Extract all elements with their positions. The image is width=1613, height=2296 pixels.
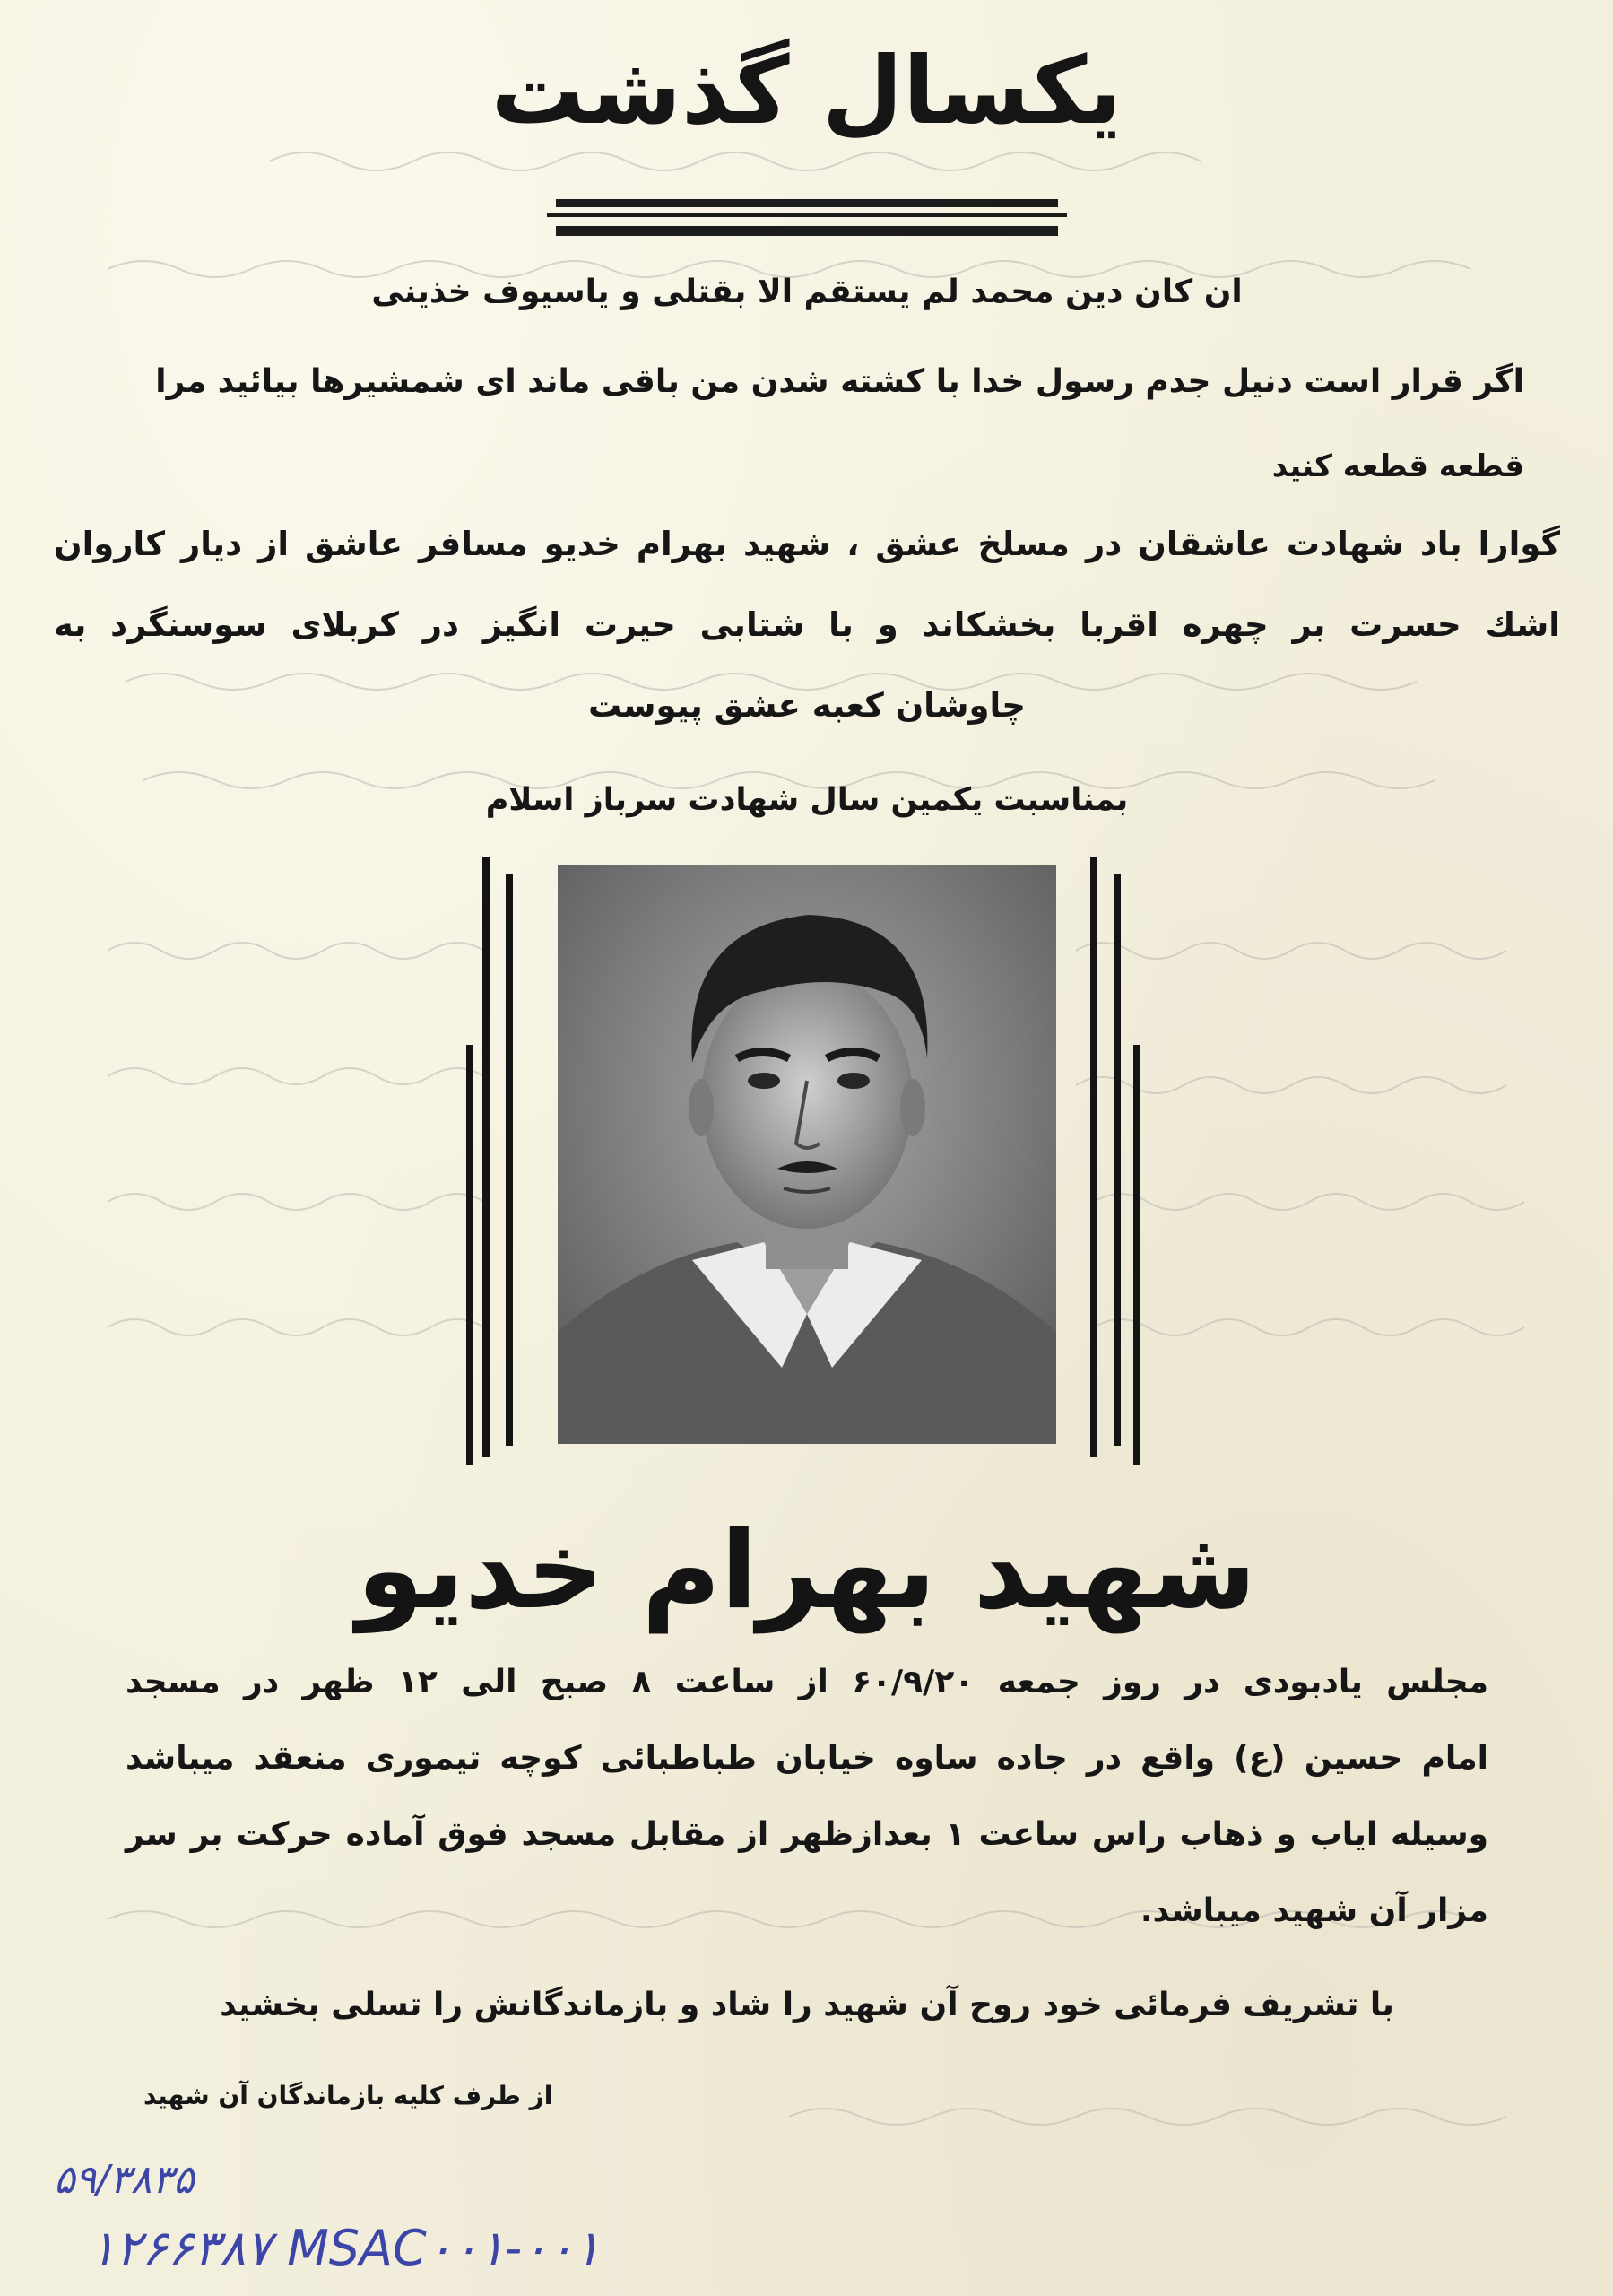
eulogy-line-1: گوارا باد شهادت عاشقان در مسلخ عشق ، شهید بهرام خدیو مسافر عاشق از دیار کاروان xyxy=(54,525,1560,563)
catalog-number-1: ۵۹/۳۸۳۵ xyxy=(54,2157,195,2203)
signature-line: از طرف کلیه بازماندگان آن شهید xyxy=(143,2081,553,2110)
occasion-line: بمناسبت یکمین سال شهادت سرباز اسلام xyxy=(485,782,1129,818)
eulogy-line-3: چاوشان کعبه عشق پیوست xyxy=(587,686,1027,725)
title-rule-middle xyxy=(547,213,1067,217)
title-rule-top xyxy=(556,199,1058,207)
eulogy-line-2: اشك حسرت بر چهره اقربا بخشکاند و با شتابی حیرت انگیز در کربلای سوسنگرد به xyxy=(54,605,1560,644)
quote-persian-line-2: قطعه قطعه کنید xyxy=(1271,448,1524,484)
ceremony-line-3: وسیله ایاب و ذهاب راس ساعت ۱ بعدازظهر از مقابل مسجد فوق آماده حرکت بر سر xyxy=(126,1816,1489,1853)
catalog-number-2: ۱۲۶۶۳۸۷ MSAC۰۰۱-۰۰۱ xyxy=(90,2220,601,2276)
portrait-photo xyxy=(558,865,1056,1444)
quote-persian-line-1: اگر قرار است دنیل جدم رسول خدا با کشته شدن من باقی ماند ای شمشیرها بیائید مرا xyxy=(155,363,1524,400)
ceremony-line-4: مزار آن شهید میباشد. xyxy=(1140,1892,1488,1929)
ceremony-line-2: امام حسین (ع) واقع در جاده ساوه خیابان طباطبائی کوچه تیموری منعقد میباشد xyxy=(126,1740,1488,1777)
ceremony-line-1: مجلس یادبودی در روز جمعه ۶۰/۹/۲۰ از ساعت ۸ صبح الی ۱۲ ظهر در مسجد xyxy=(126,1664,1488,1700)
right-bar-ornament xyxy=(1074,857,1146,1457)
invitation-line: با تشریف فرمائی خود روح آن شهید را شاد و بازماندگانش را تسلی بخشید xyxy=(220,1987,1394,2023)
title-rule-bottom xyxy=(556,226,1058,236)
quote-arabic: ان کان دین محمد لم یستقم الا بقتلی و یاسیوف خذینی xyxy=(371,274,1243,310)
martyr-name: شهید بهرام خدیو xyxy=(356,1509,1257,1633)
page-title: یکسال گذشت xyxy=(490,36,1123,145)
portrait-illustration xyxy=(558,865,1056,1444)
left-bar-ornament xyxy=(466,857,538,1457)
